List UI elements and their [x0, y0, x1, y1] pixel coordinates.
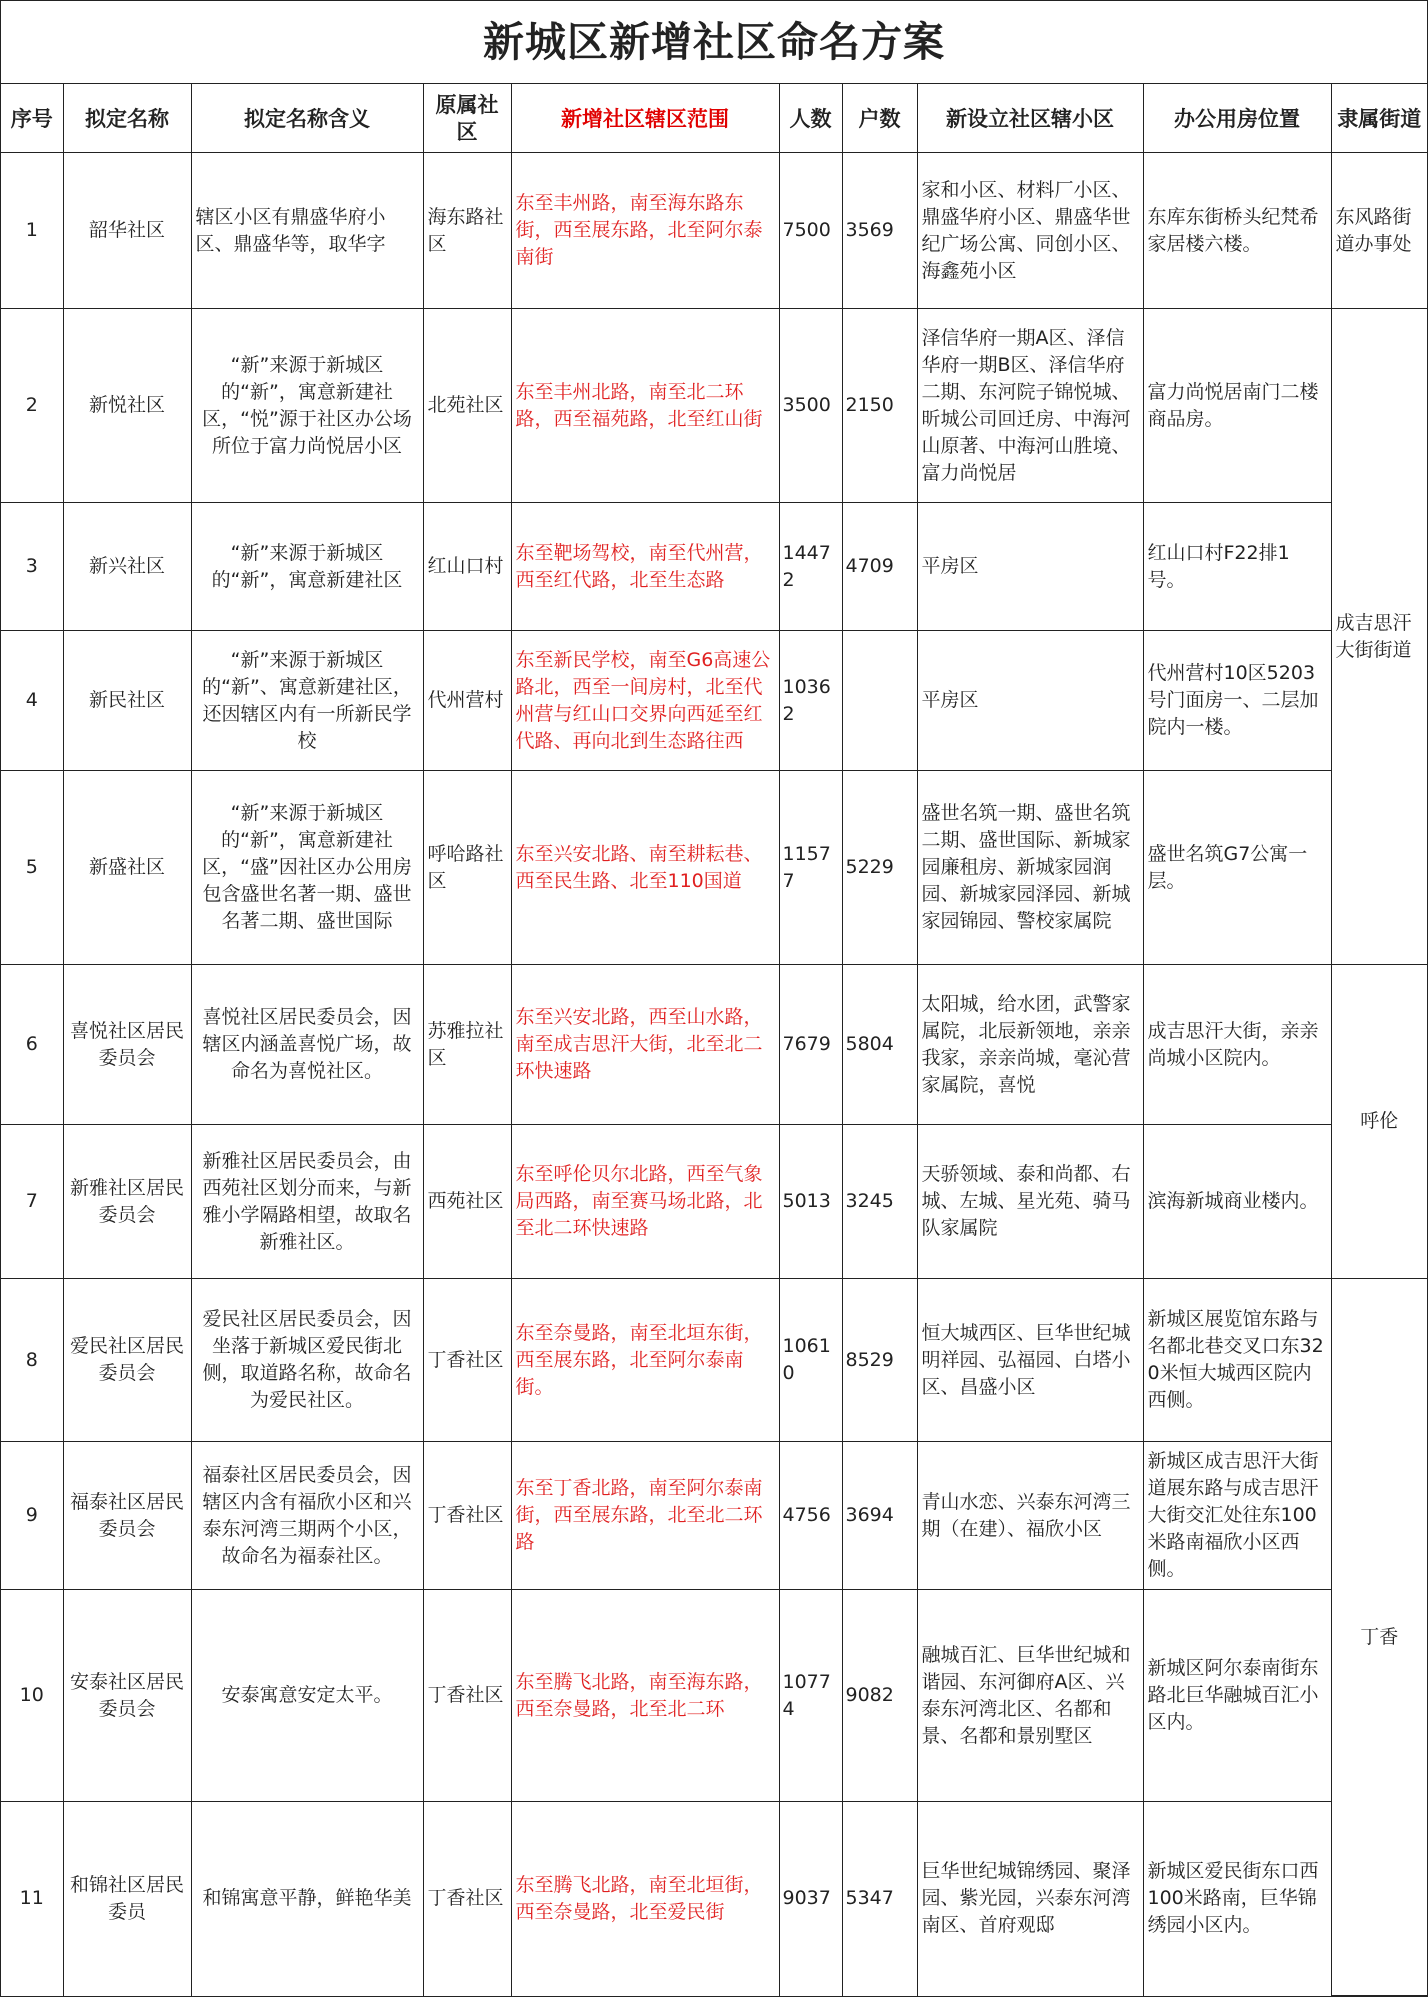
row-no: 7: [1, 1125, 63, 1279]
row-street: 丁香: [1331, 1279, 1427, 1996]
row-communities: 盛世名筑一期、盛世名筑二期、盛世国际、新城家园廉租房、新城家园润园、新城家园泽园、新城家园锦园、警校家属院: [917, 771, 1143, 965]
table-row: [1, 503, 1427, 631]
row-range: 东至丁香北路，南至阿尔泰南街，西至展东路，北至北二环路: [511, 1442, 779, 1590]
row-people: 10610: [779, 1279, 842, 1442]
row-people: 10774: [779, 1590, 842, 1802]
row-orig: 苏雅拉社区: [423, 965, 511, 1125]
row-no: 8: [1, 1279, 63, 1442]
row-meaning: 爱民社区居民委员会，因坐落于新城区爱民街北侧，取道路名称，故命名为爱民社区。: [191, 1279, 423, 1442]
row-households: 3569: [842, 153, 917, 309]
table-row: [1, 631, 1427, 771]
row-communities: 家和小区、材料厂小区、鼎盛华府小区、鼎盛华世纪广场公寓、同创小区、海鑫苑小区: [917, 153, 1143, 309]
header-meaning: 拟定名称含义: [191, 84, 423, 153]
table-row: [1, 1442, 1427, 1590]
row-office: 东库东街桥头纪梵希家居楼六楼。: [1143, 153, 1331, 309]
table-row: [1, 153, 1427, 309]
row-street: 呼伦: [1331, 965, 1427, 1279]
row-orig: 丁香社区: [423, 1590, 511, 1802]
row-communities: 泽信华府一期A区、泽信华府一期B区、泽信华府二期、东河院子锦悦城、昕城公司回迁房、中海河山原著、中海河山胜境、富力尚悦居: [917, 309, 1143, 503]
row-households: 5347: [842, 1802, 917, 1996]
row-communities: 平房区: [917, 503, 1143, 631]
row-orig: 呼哈路社区: [423, 771, 511, 965]
row-people: 5013: [779, 1125, 842, 1279]
row-orig: 红山口村: [423, 503, 511, 631]
row-communities: 恒大城西区、巨华世纪城明祥园、弘福园、白塔小区、昌盛小区: [917, 1279, 1143, 1442]
row-name: 喜悦社区居民委员会: [63, 965, 191, 1125]
row-households: 3245: [842, 1125, 917, 1279]
row-meaning: 安泰寓意安定太平。: [191, 1590, 423, 1802]
table-row: [1, 1125, 1427, 1279]
row-no: 3: [1, 503, 63, 631]
row-meaning: “新”来源于新城区的“新”，寓意新建社区，“悦”源于社区办公场所位于富力尚悦居小区: [191, 309, 423, 503]
row-range: 东至呼伦贝尔北路，西至气象局西路，南至赛马场北路，北至北二环快速路: [511, 1125, 779, 1279]
row-office: 成吉思汗大街，亲亲尚城小区院内。: [1143, 965, 1331, 1125]
row-office: 新城区展览馆东路与名都北巷交叉口东320米恒大城西区院内西侧。: [1143, 1279, 1331, 1442]
row-people: 4756: [779, 1442, 842, 1590]
row-households: 5804: [842, 965, 917, 1125]
row-range: 东至丰州路，南至海东路东街，西至展东路，北至阿尔泰南街: [511, 153, 779, 309]
row-no: 1: [1, 153, 63, 309]
row-orig: 代州营村: [423, 631, 511, 771]
table-row: [1, 1802, 1427, 1996]
row-meaning: 喜悦社区居民委员会，因辖区内涵盖喜悦广场，故命名为喜悦社区。: [191, 965, 423, 1125]
row-orig: 西苑社区: [423, 1125, 511, 1279]
row-orig: 丁香社区: [423, 1279, 511, 1442]
row-street: 东风路街道办事处: [1331, 153, 1427, 309]
header-orig: 原属社区: [423, 84, 511, 153]
row-communities: 太阳城，给水团，武警家属院，北辰新领地，亲亲我家，亲亲尚城，毫沁营家属院，喜悦: [917, 965, 1143, 1125]
row-meaning: “新”来源于新城区的“新”、寓意新建社区，还因辖区内有一所新民学校: [191, 631, 423, 771]
row-people: 7679: [779, 965, 842, 1125]
row-people: 9037: [779, 1802, 842, 1996]
row-name: 韶华社区: [63, 153, 191, 309]
header-row: [1, 84, 1427, 153]
row-households: 9082: [842, 1590, 917, 1802]
row-name: 安泰社区居民委员会: [63, 1590, 191, 1802]
row-office: 盛世名筑G7公寓一层。: [1143, 771, 1331, 965]
row-orig: 海东路社区: [423, 153, 511, 309]
row-office: 富力尚悦居南门二楼商品房。: [1143, 309, 1331, 503]
row-name: 新兴社区: [63, 503, 191, 631]
row-no: 9: [1, 1442, 63, 1590]
row-no: 4: [1, 631, 63, 771]
row-name: 新民社区: [63, 631, 191, 771]
row-meaning: 和锦寓意平静，鲜艳华美: [191, 1802, 423, 1996]
row-office: 新城区成吉思汗大街道展东路与成吉思汗大街交汇处往东100米路南福欣小区西侧。: [1143, 1442, 1331, 1590]
row-name: 爱民社区居民委员会: [63, 1279, 191, 1442]
table-row: [1, 965, 1427, 1125]
row-range: 东至丰州北路，南至北二环路，西至福苑路，北至红山街: [511, 309, 779, 503]
page-title: 新城区新增社区命名方案: [1, 1, 1427, 84]
naming-table: [1, 84, 1427, 1996]
row-people: 3500: [779, 309, 842, 503]
row-communities: 融城百汇、巨华世纪城和谐园、东河御府A区、兴泰东河湾北区、名都和景、名都和景别墅区: [917, 1590, 1143, 1802]
row-range: 东至奈曼路，南至北垣东街，西至展东路，北至阿尔泰南街。: [511, 1279, 779, 1442]
row-people: 7500: [779, 153, 842, 309]
row-range: 东至兴安北路、南至耕耘巷、西至民生路、北至110国道: [511, 771, 779, 965]
row-households: 2150: [842, 309, 917, 503]
row-people: 11577: [779, 771, 842, 965]
header-households: 户数: [842, 84, 917, 153]
row-communities: 平房区: [917, 631, 1143, 771]
row-people: 14472: [779, 503, 842, 631]
table-row: [1, 771, 1427, 965]
table-row: [1, 1279, 1427, 1442]
header-office: 办公用房位置: [1143, 84, 1331, 153]
row-communities: 青山水恋、兴泰东河湾三期（在建）、福欣小区: [917, 1442, 1143, 1590]
row-households: 5229: [842, 771, 917, 965]
row-no: 5: [1, 771, 63, 965]
row-name: 新悦社区: [63, 309, 191, 503]
row-households: [842, 631, 917, 771]
row-range: 东至腾飞北路，南至海东路，西至奈曼路，北至北二环: [511, 1590, 779, 1802]
row-name: 福泰社区居民委员会: [63, 1442, 191, 1590]
header-people: 人数: [779, 84, 842, 153]
table-row: [1, 309, 1427, 503]
table-row: [1, 1590, 1427, 1802]
row-street: 成吉思汗大街街道: [1331, 309, 1427, 965]
header-range: 新增社区辖区范围: [511, 84, 779, 153]
row-name: 新盛社区: [63, 771, 191, 965]
row-no: 2: [1, 309, 63, 503]
row-range: 东至兴安北路，西至山水路，南至成吉思汗大街，北至北二环快速路: [511, 965, 779, 1125]
row-office: 新城区爱民街东口西100米路南，巨华锦绣园小区内。: [1143, 1802, 1331, 1996]
header-name: 拟定名称: [63, 84, 191, 153]
header-no: 序号: [1, 84, 63, 153]
row-range: 东至新民学校，南至G6高速公路北，西至一间房村，北至代州营与红山口交界向西延至红代路、再向北到生态路往西: [511, 631, 779, 771]
row-meaning: 新雅社区居民委员会，由西苑社区划分而来，与新雅小学隔路相望，故取名新雅社区。: [191, 1125, 423, 1279]
row-orig: 丁香社区: [423, 1802, 511, 1996]
row-no: 6: [1, 965, 63, 1125]
row-office: 红山口村F22排1号。: [1143, 503, 1331, 631]
row-communities: 天骄领域、泰和尚都、右城、左城、星光苑、骑马队家属院: [917, 1125, 1143, 1279]
row-households: 3694: [842, 1442, 917, 1590]
row-orig: 北苑社区: [423, 309, 511, 503]
header-street: 隶属街道: [1331, 84, 1427, 153]
row-households: 8529: [842, 1279, 917, 1442]
row-office: 代州营村10区5203号门面房一、二层加院内一楼。: [1143, 631, 1331, 771]
header-communities: 新设立社区辖小区: [917, 84, 1143, 153]
row-name: 和锦社区居民委员: [63, 1802, 191, 1996]
row-households: 4709: [842, 503, 917, 631]
row-people: 10362: [779, 631, 842, 771]
row-office: 新城区阿尔泰南街东路北巨华融城百汇小区内。: [1143, 1590, 1331, 1802]
row-no: 11: [1, 1802, 63, 1996]
row-communities: 巨华世纪城锦绣园、聚泽园、紫光园，兴泰东河湾南区、首府观邸: [917, 1802, 1143, 1996]
row-meaning: “新”来源于新城区的“新”，寓意新建社区: [191, 503, 423, 631]
row-name: 新雅社区居民委员会: [63, 1125, 191, 1279]
row-meaning: 福泰社区居民委员会，因辖区内含有福欣小区和兴泰东河湾三期两个小区，故命名为福泰社区。: [191, 1442, 423, 1590]
row-meaning: “新”来源于新城区的“新”，寓意新建社区，“盛”因社区办公用房包含盛世名著一期、盛世名著二期、盛世国际: [191, 771, 423, 965]
row-meaning: 辖区小区有鼎盛华府小区、鼎盛华等，取华字: [191, 153, 423, 309]
row-no: 10: [1, 1590, 63, 1802]
row-range: 东至靶场驾校，南至代州营，西至红代路，北至生态路: [511, 503, 779, 631]
row-orig: 丁香社区: [423, 1442, 511, 1590]
row-range: 东至腾飞北路，南至北垣街，西至奈曼路，北至爱民街: [511, 1802, 779, 1996]
row-office: 滨海新城商业楼内。: [1143, 1125, 1331, 1279]
